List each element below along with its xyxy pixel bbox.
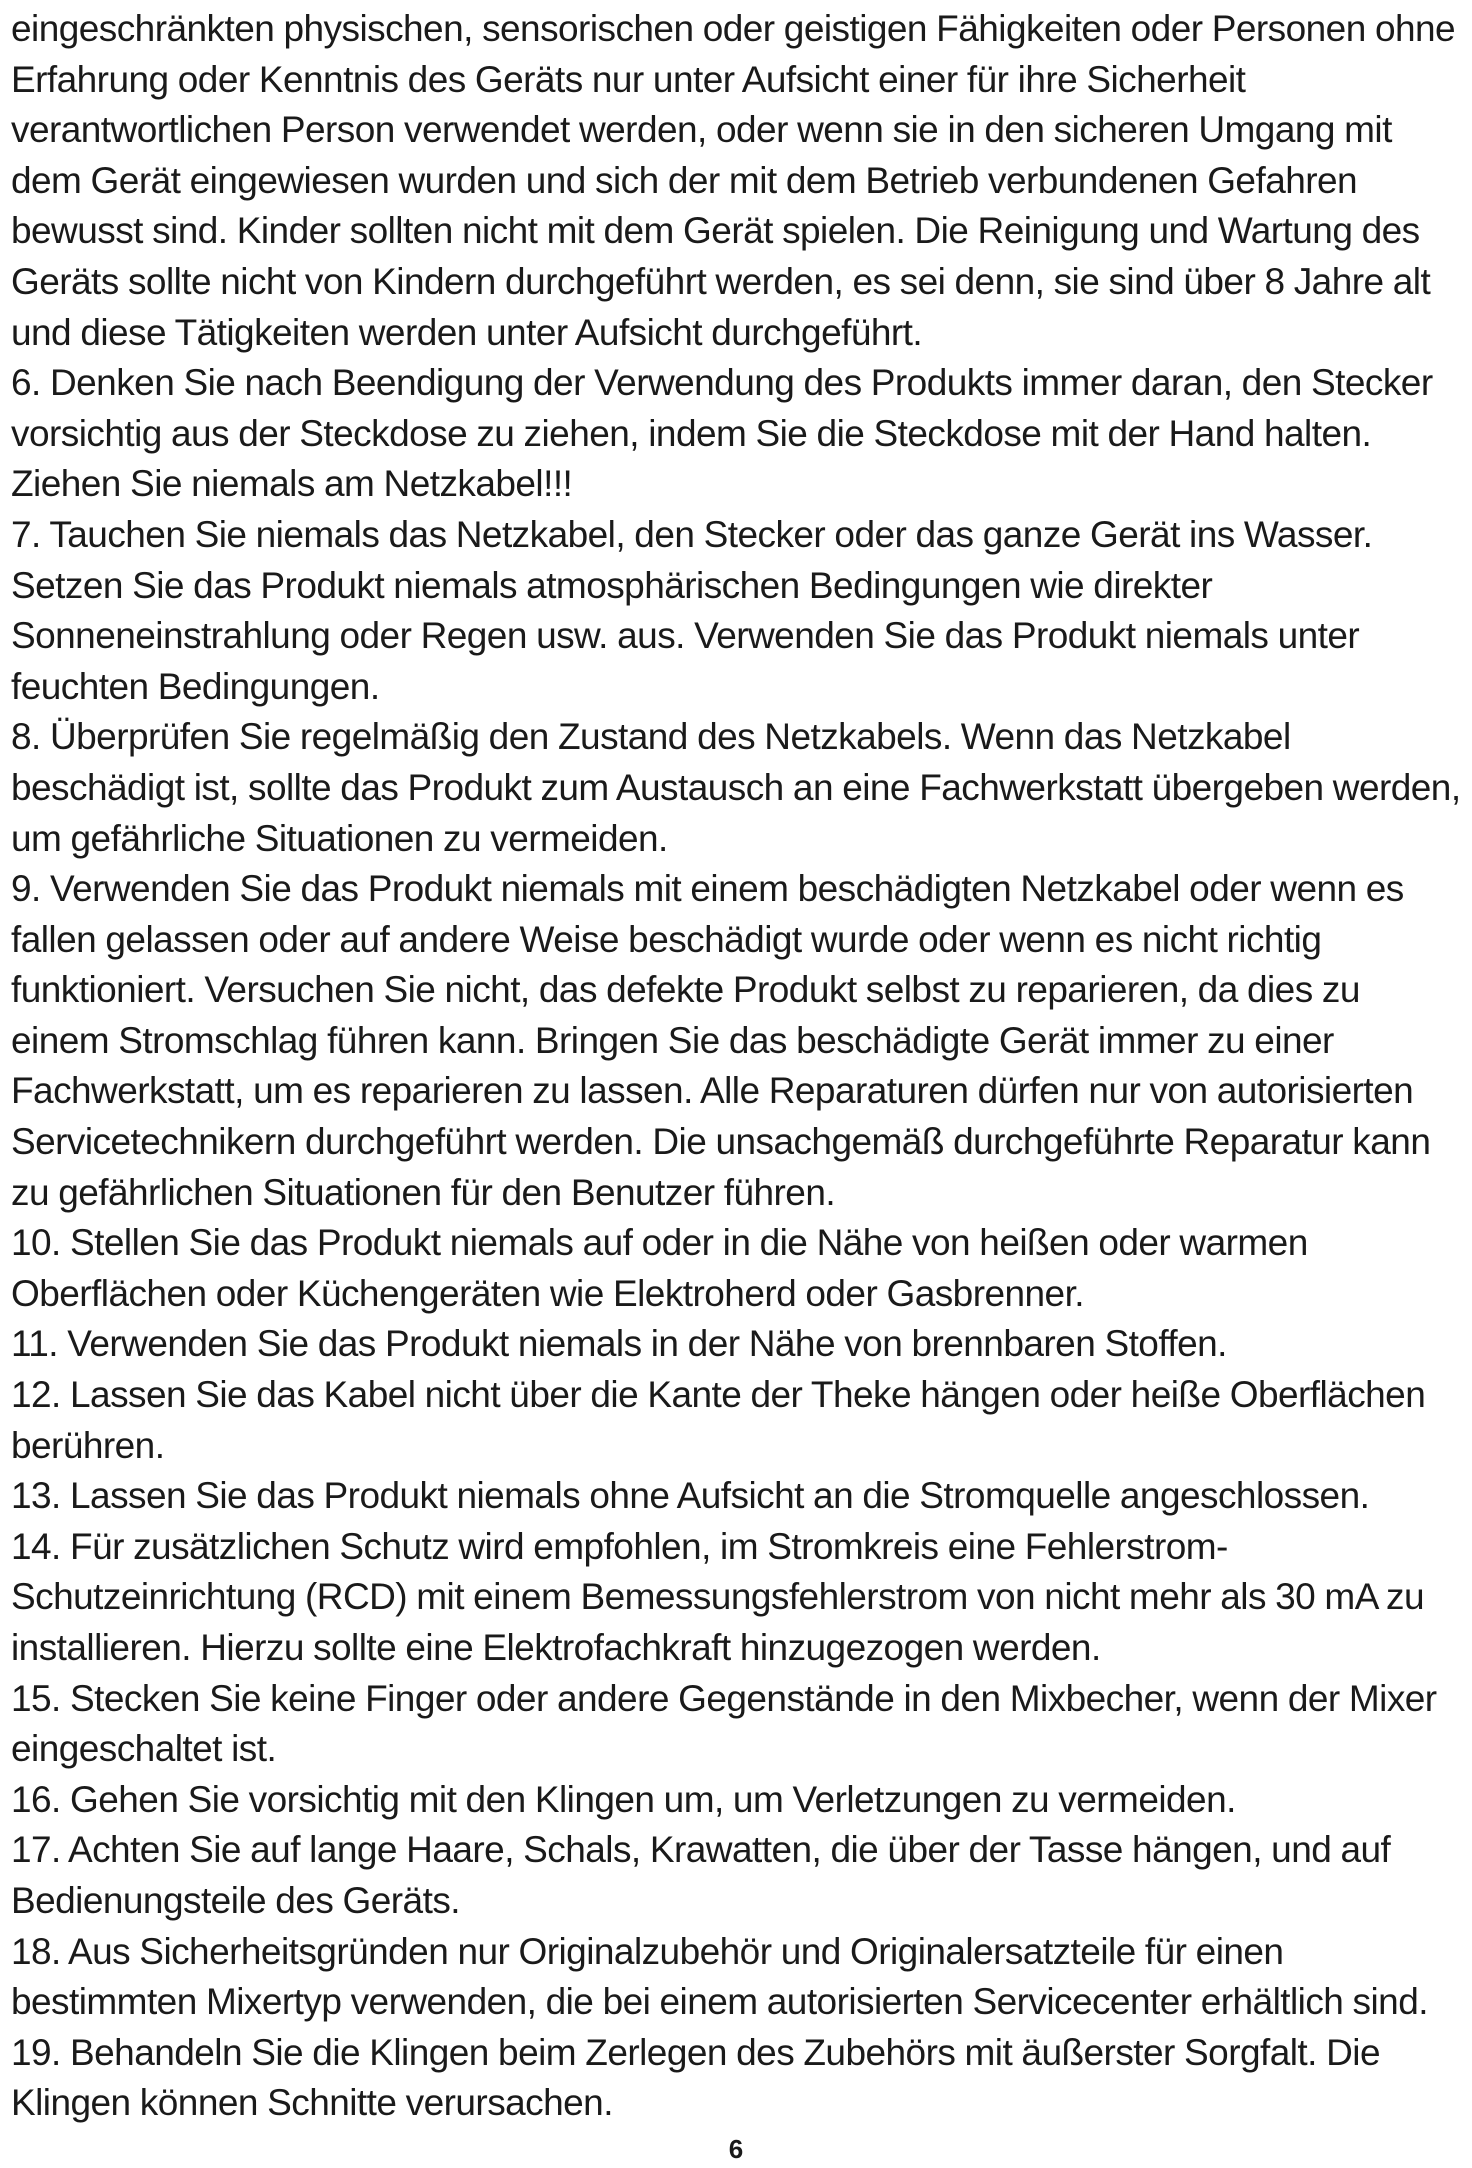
page-number: 6 xyxy=(728,2134,744,2164)
paragraph-item-10: 10. Stellen Sie das Produkt niemals auf oder in die Nähe von heißen oder warmen Oberflächen oder Küchengeräten wie Elektroherd oder Gasbrenner. xyxy=(11,1222,1308,1314)
paragraph-item-19: 19. Behandeln Sie die Klingen beim Zerlegen des Zubehörs mit äußerster Sorgfalt. Die Klingen können Schnitte verursachen. xyxy=(11,2031,1380,2124)
paragraph-item-16: 16. Gehen Sie vorsichtig mit den Klingen um, um Verletzungen zu vermeiden. xyxy=(11,1778,1236,1820)
paragraph-item-6: 6. Denken Sie nach Beendigung der Verwendung des Produkts immer daran, den Stecker vorsichtig aus der Steckdose zu ziehen, indem Sie die Steckdose mit der Hand halten. Ziehen Sie niemals am Netzkabel!!! xyxy=(11,362,1433,505)
paragraph-item-9: 9. Verwenden Sie das Produkt niemals mit einem beschädigten Netzkabel oder wenn es fallen gelassen oder auf andere Weise beschädigt wurde oder wenn es nicht richtig funktioniert. Versuchen Sie nicht, das defekte Produkt selbst zu reparieren, da dies zu einem Stromschlag führen kann. Bringen Sie das beschädigte Gerät immer zu einer Fachwerkstatt, um es reparieren zu lassen. Alle Reparaturen dürfen nur von autorisierten Servicetechnikern durchgeführt werden. Die unsachgemäß durchgeführte Reparatur kann zu gefährlichen Situationen für den Benutzer führen. xyxy=(11,868,1431,1213)
paragraph-item-18: 18. Aus Sicherheitsgründen nur Originalzubehör und Originalersatzteile für einen bestimmten Mixertyp verwenden, die bei einem autorisierten Servicecenter erhältlich sind. xyxy=(11,1930,1428,2023)
paragraph-item-17: 17. Achten Sie auf lange Haare, Schals, Krawatten, die über der Tasse hängen, und auf Bedienungsteile des Geräts. xyxy=(11,1829,1391,1921)
paragraph-item-13: 13. Lassen Sie das Produkt niemals ohne Aufsicht an die Stromquelle angeschlossen. xyxy=(11,1475,1370,1517)
paragraph-item-8: 8. Überprüfen Sie regelmäßig den Zustand des Netzkabels. Wenn das Netzkabel beschädigt ist, sollte das Produkt zum Austausch an eine Fachwerkstatt übergeben werden, um gefährliche Situationen zu vermeiden. xyxy=(11,716,1461,859)
paragraph-item-12: 12. Lassen Sie das Kabel nicht über die Kante der Theke hängen oder heiße Oberflächen berühren. xyxy=(11,1374,1426,1466)
paragraph-item-14: 14. Für zusätzlichen Schutz wird empfohlen, im Stromkreis eine Fehlerstrom-Schutzeinrichtung (RCD) mit einem Bemessungsfehlerstrom von nicht mehr als 30 mA zu installieren. Hierzu sollte eine Elektrofachkraft hinzugezogen werden. xyxy=(11,1525,1424,1668)
paragraph-item-11: 11. Verwenden Sie das Produkt niemals in der Nähe von brennbaren Stoffen. xyxy=(11,1323,1227,1365)
paragraph-item-15: 15. Stecken Sie keine Finger oder andere Gegenstände in den Mixbecher, wenn der Mixer eingeschaltet ist. xyxy=(11,1677,1437,1770)
document-body xyxy=(11,4,1461,2129)
paragraph-intro-continuation: eingeschränkten physischen, sensorischen oder geistigen Fähigkeiten oder Personen ohne Erfahrung oder Kenntnis des Geräts nur unter Aufsicht einer für ihre Sicherheit verantwortlichen Person verwendet werden, oder wenn sie in den sicheren Umgang mit dem Gerät eingewiesen wurden und sich der mit dem Betrieb verbundenen Gefahren bewusst sind. Kinder sollten nicht mit dem Gerät spielen. Die Reinigung und Wartung des Geräts sollte nicht von Kindern durchgeführt werden, es sei denn, sie sind über 8 Jahre alt und diese Tätigkeiten werden unter Aufsicht durchgeführt. xyxy=(11,8,1456,353)
paragraph-item-7: 7. Tauchen Sie niemals das Netzkabel, den Stecker oder das ganze Gerät ins Wasser. Setzen Sie das Produkt niemals atmosphärischen Bedingungen wie direkter Sonneneinstrahlung oder Regen usw. aus. Verwenden Sie das Produkt niemals unter feuchten Bedingungen. xyxy=(11,513,1373,707)
